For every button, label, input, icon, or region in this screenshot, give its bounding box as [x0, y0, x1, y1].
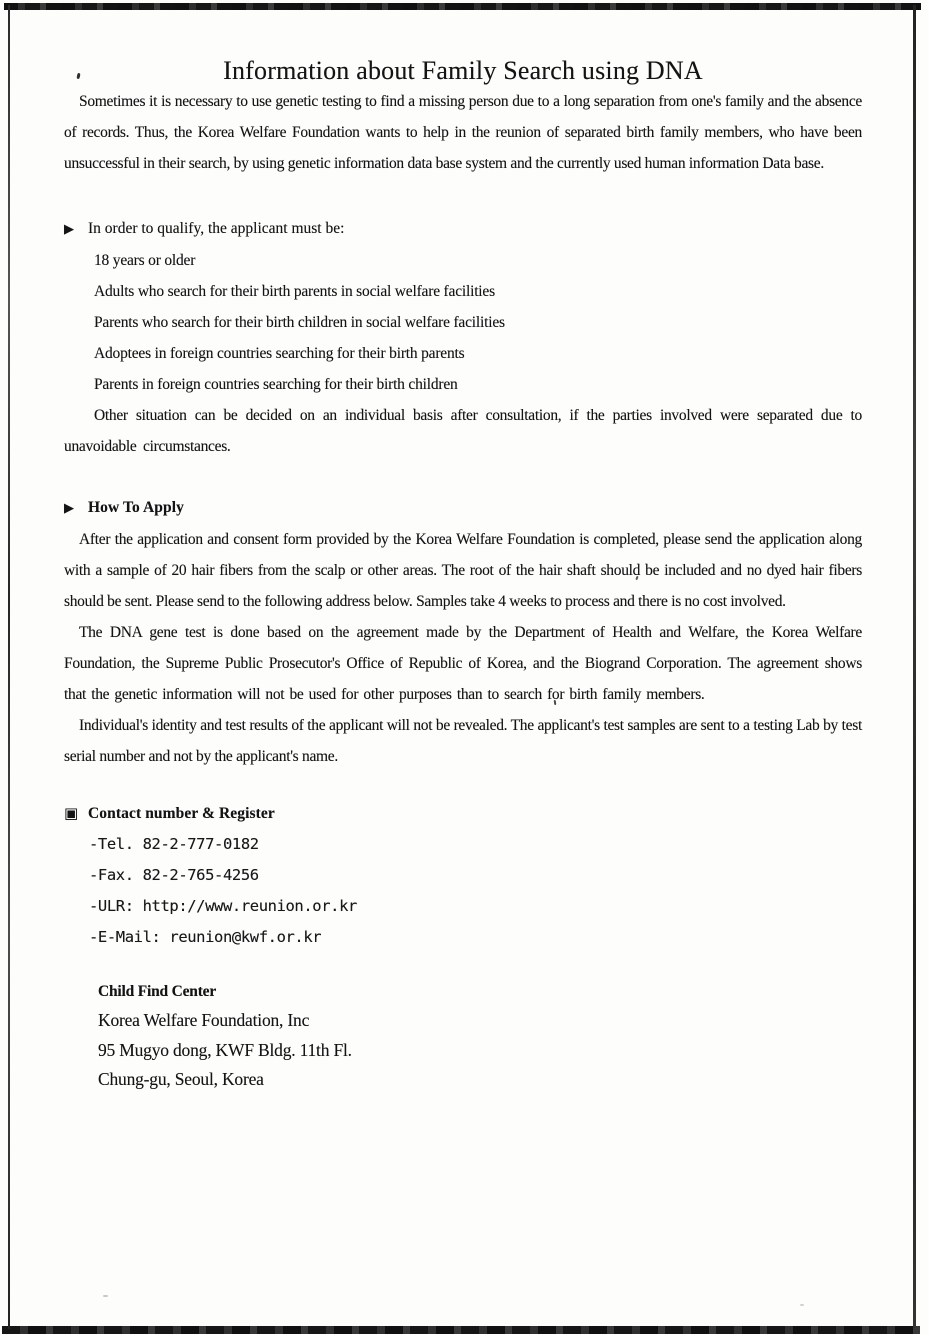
contact-line-tel: -Tel. 82-2-777-0182	[89, 835, 259, 853]
scan-artifact	[103, 1295, 108, 1297]
address-line: Korea Welfare Foundation, Inc	[98, 1010, 310, 1030]
other-situation-paragraph: Other situation can be decided on an individual basis after consultation, if the parties involved were separated due to unavoidable circumstances.	[64, 407, 862, 455]
address-block	[64, 977, 862, 1095]
contact-heading	[64, 798, 862, 829]
contact-heading-label: Contact number & Register	[88, 805, 275, 822]
triangle-bullet-icon: ▶	[64, 501, 74, 516]
address-line: Chung-gu, Seoul, Korea	[98, 1069, 264, 1089]
page-border-bottom	[2, 1326, 920, 1334]
scan-artifact	[800, 1304, 804, 1306]
square-bullet-icon: ▣	[64, 804, 79, 822]
page-border-right	[913, 5, 916, 1328]
how-to-apply-heading	[64, 492, 862, 524]
document-content	[64, 0, 862, 1095]
qualify-heading	[64, 213, 862, 245]
triangle-bullet-icon: ▶	[64, 222, 74, 237]
how-to-apply-heading-label: How To Apply	[88, 499, 184, 516]
page-border-left	[8, 5, 10, 1329]
identity-paragraph: Individual's identity and test results of the applicant will not be revealed. The applicant's test samples are sent to a testing Lab by test serial number and not by the applicant's name.	[64, 717, 862, 765]
address-name: Child Find Center	[98, 983, 217, 1000]
contact-line-url: -ULR: http://www.reunion.or.kr	[89, 897, 357, 915]
list-item: Parents who search for their birth children in social welfare facilities	[94, 314, 505, 331]
list-item: Parents in foreign countries searching for their birth children	[94, 376, 458, 393]
intro-paragraph: Sometimes it is necessary to use genetic testing to find a missing person due to a long separation from one's family and the absence of records. Thus, the Korea Welfare Foundation wants to help in the reunion of separated birth family members, who have been unsuccessful in their search, by using genetic information data base system and the currently used human information Data base.	[64, 93, 862, 172]
contact-line-fax: -Fax. 82-2-765-4256	[89, 866, 259, 884]
contact-lines	[64, 829, 862, 953]
address-line: 95 Mugyo dong, KWF Bldg. 11th Fl.	[98, 1039, 352, 1060]
dna-agreement-paragraph: The DNA gene test is done based on the agreement made by the Department of Health and Welfare, the Korea Welfare Foundation, the Supreme Public Prosecutor's Office of Republic of Korea, and the Biogrand Corporation. The agreement shows that the genetic information will not be used for other purposes than to search for birth family members.	[64, 624, 862, 703]
list-item: Adults who search for their birth parents in social welfare facilities	[94, 283, 495, 300]
contact-line-email: -E-Mail: reunion@kwf.or.kr	[89, 928, 322, 946]
list-item: Adoptees in foreign countries searching for their birth parents	[94, 345, 465, 362]
list-item: 18 years or older	[94, 252, 196, 269]
qualify-list	[64, 245, 862, 400]
qualify-heading-label: In order to qualify, the applicant must be:	[88, 220, 345, 237]
apply-paragraph: After the application and consent form provided by the Korea Welfare Foundation is completed, please send the application along with a sample of 20 hair fibers from the scalp or other areas. The root of the hair shaft should be included and no dyed hair fibers should be sent. Please send to the following address below. Samples take 4 weeks to process and there is no cost involved.	[64, 531, 862, 610]
page-title: Information about Family Search using DNA	[223, 56, 703, 85]
